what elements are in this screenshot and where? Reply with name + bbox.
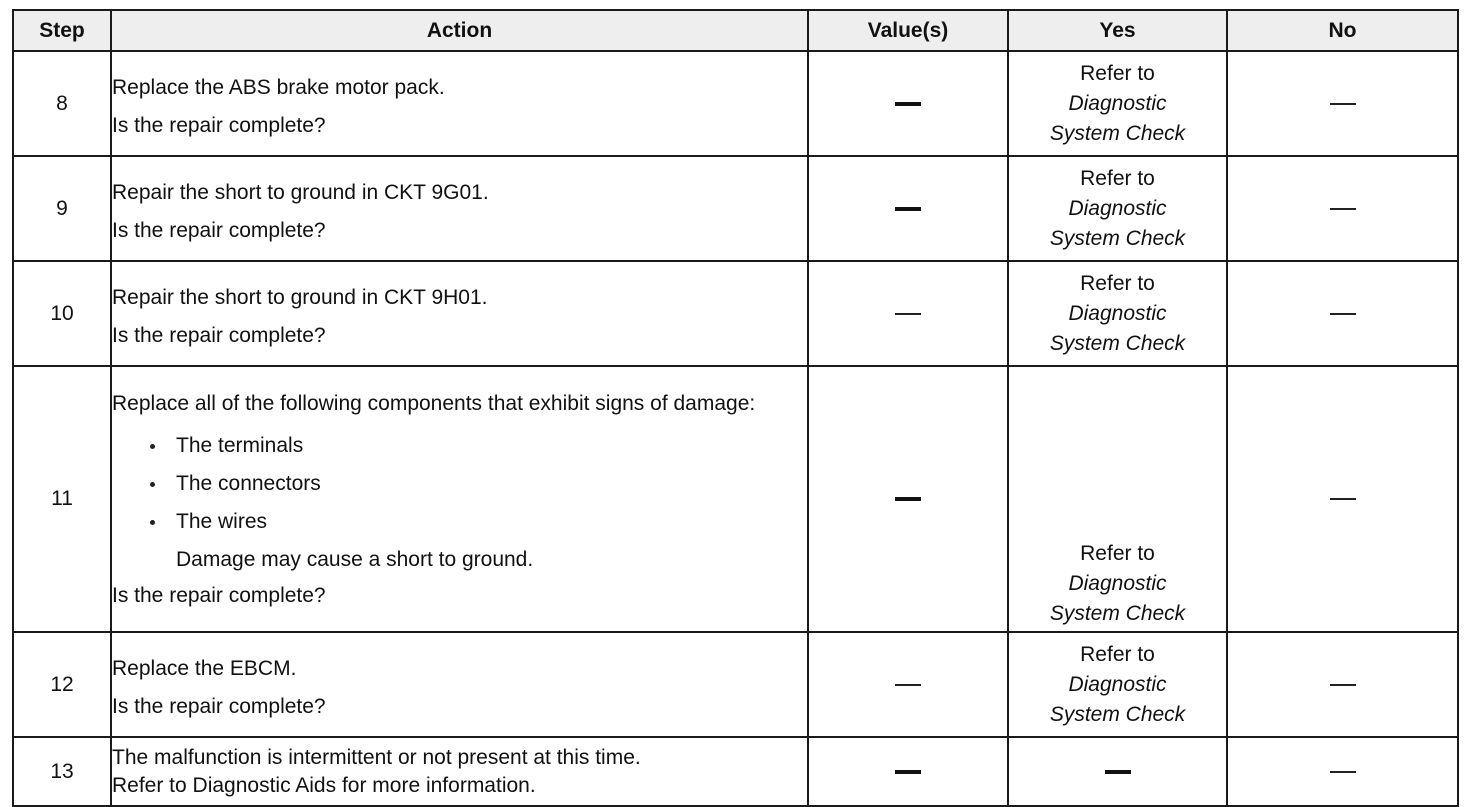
no-dash: [1330, 771, 1356, 773]
component-list: [112, 427, 807, 541]
yes-dash: [1105, 770, 1131, 774]
action-text-2: Refer to Diagnostic Aids for more information.: [112, 773, 536, 797]
yes-cell: [1008, 366, 1227, 632]
step-number: 8: [13, 51, 111, 156]
yes-link-line1: Diagnostic: [1068, 91, 1167, 115]
header-row: [13, 10, 1458, 51]
action-cell: [111, 261, 808, 366]
action-text: Repair the short to ground in CKT 9G01.: [112, 180, 489, 204]
value-cell: [808, 366, 1008, 632]
yes-cell: [1008, 156, 1227, 261]
list-item-text: The terminals: [176, 434, 304, 457]
yes-refer: Refer to: [1080, 271, 1155, 295]
value-dash: [895, 770, 921, 774]
action-cell: [111, 51, 808, 156]
no-cell: [1227, 737, 1458, 806]
yes-link-line2: System Check: [1049, 702, 1186, 726]
action-question: Is the repair complete?: [112, 218, 326, 242]
header-step: Step: [13, 10, 111, 51]
list-item: [112, 503, 807, 541]
action-cell: [111, 156, 808, 261]
no-dash: [1330, 103, 1356, 105]
yes-link-line1: Diagnostic: [1068, 301, 1167, 325]
step-number: 9: [13, 156, 111, 261]
bullet-icon: [150, 520, 155, 525]
no-cell: [1227, 632, 1458, 737]
no-cell: [1227, 261, 1458, 366]
no-dash: [1330, 313, 1356, 315]
header-action: Action: [111, 10, 808, 51]
action-question: Is the repair complete?: [112, 323, 326, 347]
action-note: Damage may cause a short to ground.: [176, 548, 534, 571]
table-row-step-12: [13, 632, 1458, 737]
yes-cell: [1008, 632, 1227, 737]
yes-refer: Refer to: [1080, 166, 1155, 190]
value-dash: [895, 102, 921, 106]
action-question: Is the repair complete?: [112, 694, 326, 718]
value-dash: [895, 497, 921, 501]
yes-refer: Refer to: [1080, 61, 1155, 85]
yes-refer: Refer to: [1080, 642, 1155, 666]
no-cell: [1227, 366, 1458, 632]
action-text: Replace the ABS brake motor pack.: [112, 75, 445, 99]
table-row-step-8: [13, 51, 1458, 156]
step-number: 10: [13, 261, 111, 366]
yes-link-line1: Diagnostic: [1068, 572, 1167, 595]
action-question: Is the repair complete?: [112, 584, 326, 607]
yes-link-line1: Diagnostic: [1068, 672, 1167, 696]
yes-link-line2: System Check: [1049, 331, 1186, 355]
header-no: No: [1227, 10, 1458, 51]
value-dash: [895, 207, 921, 211]
value-cell: [808, 632, 1008, 737]
header-value: Value(s): [808, 10, 1008, 51]
bullet-icon: [150, 444, 155, 449]
bullet-icon: [150, 482, 155, 487]
yes-cell: [1008, 51, 1227, 156]
action-text: Repair the short to ground in CKT 9H01.: [112, 285, 488, 309]
step-number: 12: [13, 632, 111, 737]
yes-link-line1: Diagnostic: [1068, 196, 1167, 220]
action-cell: [111, 737, 808, 806]
step-number: 11: [13, 366, 111, 632]
step-number: 13: [13, 737, 111, 806]
no-dash: [1330, 684, 1356, 686]
yes-link-line2: System Check: [1049, 602, 1186, 625]
list-item: [112, 465, 807, 503]
value-dash: [895, 684, 921, 686]
diagnostic-table: [12, 9, 1459, 807]
table-row-step-9: [13, 156, 1458, 261]
value-cell: [808, 51, 1008, 156]
yes-link-line2: System Check: [1049, 226, 1186, 250]
list-item: [112, 427, 807, 465]
table-row-step-10: [13, 261, 1458, 366]
action-text: The malfunction is intermittent or not present at this time.: [112, 745, 641, 769]
list-item-text: The wires: [176, 510, 268, 533]
table-row-step-13: [13, 737, 1458, 806]
action-question: Is the repair complete?: [112, 113, 326, 137]
action-cell: [111, 632, 808, 737]
action-text: Replace all of the following components that exhibit signs of damage:: [112, 392, 756, 415]
no-dash: [1330, 208, 1356, 210]
yes-refer: Refer to: [1080, 542, 1155, 565]
action-cell: [111, 366, 808, 632]
header-yes: Yes: [1008, 10, 1227, 51]
diagnostic-table-container: [12, 9, 1459, 807]
no-dash: [1330, 498, 1356, 500]
list-item-text: The connectors: [176, 472, 321, 495]
no-cell: [1227, 156, 1458, 261]
no-cell: [1227, 51, 1458, 156]
yes-cell: [1008, 737, 1227, 806]
value-cell: [808, 156, 1008, 261]
value-cell: [808, 261, 1008, 366]
action-text: Replace the EBCM.: [112, 656, 297, 680]
value-dash: [895, 313, 921, 315]
yes-link-line2: System Check: [1049, 121, 1186, 145]
table-row-step-11: [13, 366, 1458, 632]
value-cell: [808, 737, 1008, 806]
yes-cell: [1008, 261, 1227, 366]
